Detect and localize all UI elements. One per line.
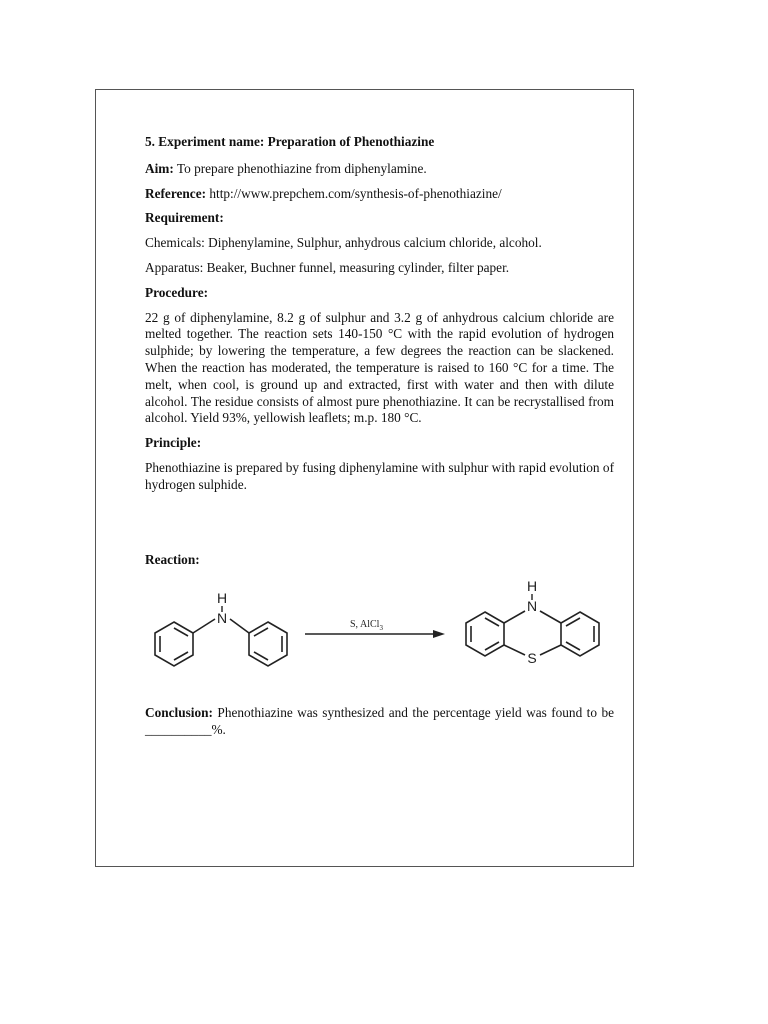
aim-line (145, 161, 614, 178)
product-h-label: H (526, 578, 538, 594)
experiment-body (145, 134, 614, 494)
reference-link[interactable]: http://www.prepchem.com/synthesis-of-phenothiazine/ (209, 185, 502, 201)
conclusion-label: Conclusion: (145, 705, 213, 720)
principle-heading: Principle: (145, 435, 202, 451)
reactant-h-label: H (216, 590, 228, 606)
diphenylamine-structure (155, 619, 287, 666)
requirement-heading: Requirement: (145, 210, 224, 226)
principle-text: Phenothiazine is prepared by fusing diphenylamine with sulphur with rapid evolution of hydrogen sulphide. (145, 459, 614, 492)
reference-label: Reference: (145, 185, 207, 201)
reactant-n-label: N (216, 610, 228, 626)
product-n-label: N (526, 598, 538, 614)
procedure-text: 22 g of diphenylamine, 8.2 g of sulphur and 3.2 g of anhydrous calcium chloride are melted together. The reaction sets 140-150 °C with the rapid evolution of hydrogen sulphide; by lowering the temperature, a few degrees the reaction can be slackened. When the reaction has moderated, the temperature is raised to 160 °C for a time. The melt, when cool, is ground up and extracted, first with water and then with dilute alcohol. The residue consists of almost pure phenothiazine. It can be recrystallised from alcohol. Yield 93%, yellowish leaflets; m.p. 180 °C. (145, 309, 614, 426)
aim-text: To prepare phenothiazine from diphenylamine. (176, 160, 427, 176)
experiment-title: 5. Experiment name: Preparation of Phenothiazine (145, 134, 435, 149)
aim-label: Aim: (145, 160, 174, 176)
conclusion-text: Phenothiazine was synthesized and the percentage yield was found to be __________%. (145, 705, 614, 737)
conclusion-line (145, 705, 614, 739)
reference-line (145, 186, 614, 203)
reagent-label: S, AlCl$_3$ (350, 619, 383, 632)
reaction-heading: Reaction: (145, 552, 200, 567)
product-s-label: S (527, 650, 537, 666)
chemicals-line: Chemicals: Diphenylamine, Sulphur, anhydrous calcium chloride, alcohol. (145, 235, 542, 251)
procedure-heading: Procedure: (145, 284, 209, 300)
reaction-scheme (140, 575, 620, 675)
apparatus-line: Apparatus: Beaker, Buchner funnel, measuring cylinder, filter paper. (145, 259, 510, 275)
